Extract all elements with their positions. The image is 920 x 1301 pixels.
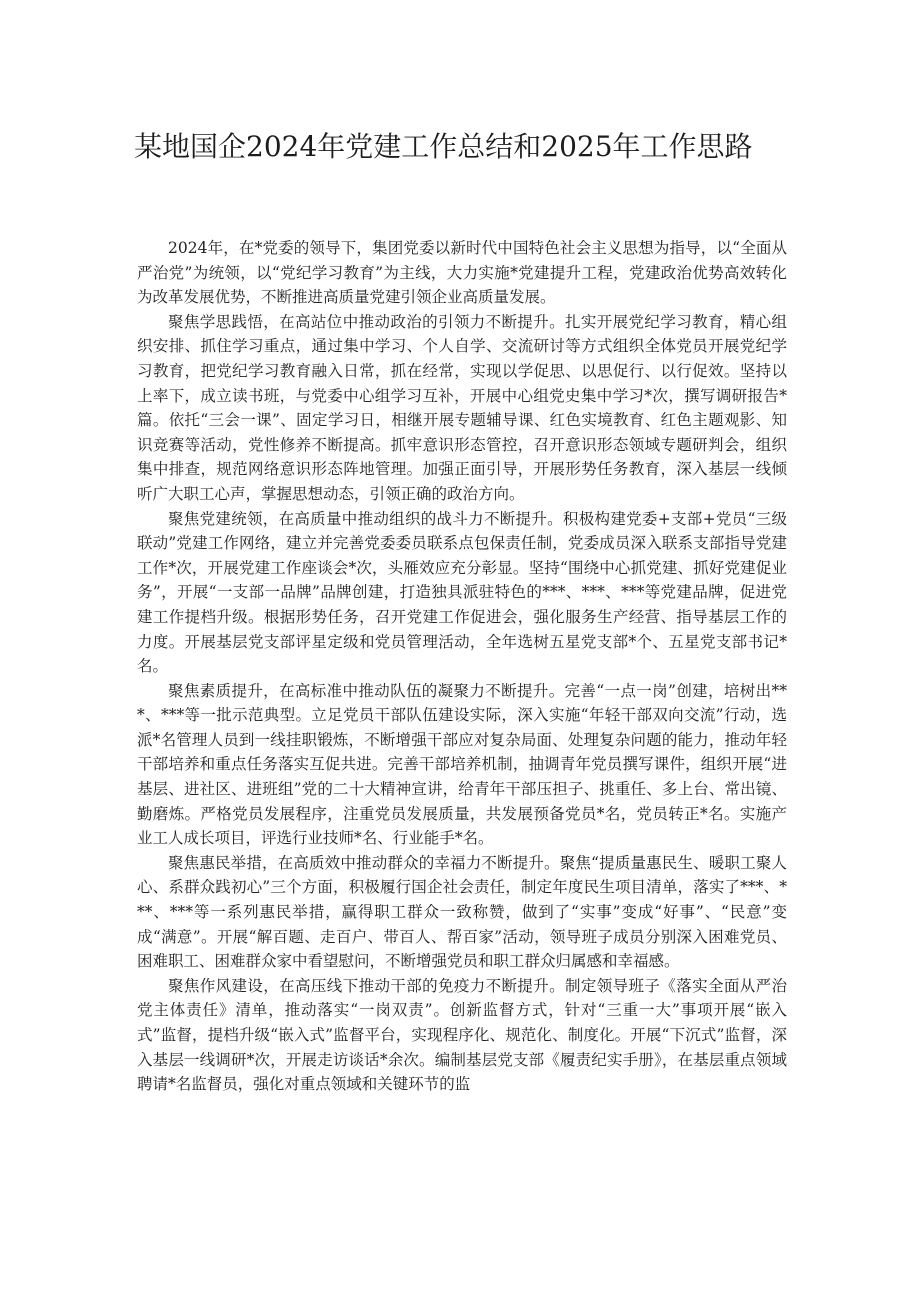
paragraph-political-guidance: 聚焦学思践悟，在高站位中推动政治的引领力不断提升。扎实开展党纪学习教育，精心组织安排、抓住学习重点，通过集中学习、个人自学、交流研讨等方式组织全体党员开展党纪学习教育，把党纪学习教育融入日常，抓在经常，实现以学促思、以思促行、以行促效。坚持以上率下，成立读书班，与党委中心组学习互补，开展中心组党史集中学习*次，撰写调研报告*篇。依托“三会一课”、固定学习日，相继开展专题辅导课、红色实境教育、红色主题观影、知识竞赛等活动，党性修养不断提高。抓牢意识形态管控，召开意识形态领域专题研判会，组织集中排查，规范网络意识形态阵地管理。加强正面引导，开展形势任务教育，深入基层一线倾听广大职工心声，掌握思想动态，引领正确的政治方向。 xyxy=(137,312,787,503)
document-title: 某地国企2024年党建工作总结和2025年工作思路 xyxy=(134,130,753,163)
paragraph-livelihood-measures: 聚焦惠民举措，在高质效中推动群众的幸福力不断提升。聚焦“提质量惠民生、暖职工聚人心、系群众践初心”三个方面，积极履行国企社会责任，制定年度民生项目清单，落实了***、***、***等一系列惠民举措，赢得职工群众一致称赞，做到了“实事”变成“好事”、“民意”变成“满意”。开展“解百题、走百户、带百人、帮百家”活动，领导班子成员分别深入困难党员、困难职工、困难群众家中看望慰问，不断增强党员和职工群众归属感和幸福感。 xyxy=(137,853,787,971)
paragraph-party-building: 聚焦党建统领，在高质量中推动组织的战斗力不断提升。积极构建党委+支部+党员“三级联动”党建工作网络，建立并完善党委委员联系点包保责任制，党委成员深入联系支部指导党建工作*次，开展党建工作座谈会*次，头雁效应充分彰显。坚持“围绕中心抓党建、抓好党建促业务”，开展“一支部一品牌”品牌创建，打造独具派驻特色的***、***、***等党建品牌，促进党建工作提档升级。根据形势任务，召开党建工作促进会，强化服务生产经营、指导基层工作的力度。开展基层党支部评星定级和党员管理活动，全年选树五星党支部*个、五星党支部书记*名。 xyxy=(137,509,787,676)
paragraph-intro: 2024年，在*党委的领导下，集团党委以新时代中国特色社会主义思想为指导，以“全面从严治党”为统领，以“党纪学习教育”为主线，大力实施*党建提升工程，党建政治优势高效转化为改革发展优势，不断推进高质量党建引领企业高质量发展。 xyxy=(137,239,787,307)
paragraph-work-style: 聚焦作风建设，在高压线下推动干部的免疫力不断提升。制定领导班子《落实全面从严治党主体责任》清单，推动落实“一岗双责”。创新监督方式，针对“三重一大”事项开展“嵌入式”监督，提档升级“嵌入式”监督平台，实现程序化、规范化、制度化。开展“下沉式”监督，深入基层一线调研*次，开展走访谈话*余次。编制基层党支部《履责纪实手册》，在基层重点领域聘请*名监督员，强化对重点领域和关键环节的监 xyxy=(137,976,787,1094)
paragraph-quality-improvement: 聚焦素质提升，在高标准中推动队伍的凝聚力不断提升。完善“一点一岗”创建，培树出***、***等一批示范典型。立足党员干部队伍建设实际，深入实施“年轻干部双向交流”行动，选派*名管理人员到一线挂职锻炼，不断增强干部应对复杂局面、处理复杂问题的能力，推动年轻干部培养和重点任务落实互促共进。完善干部培养机制，抽调青年党员撰写课件，组织开展“进基层、进社区、进班组”党的二十大精神宣讲，给青年干部压担子、挑重任、多上台、常出镜、勤磨炼。严格党员发展程序，注重党员发展质量，共发展预备党员*名，党员转正*名。实施产业工人成长项目，评选行业技师*名、行业能手*名。 xyxy=(137,681,787,848)
document-body xyxy=(137,236,787,1097)
